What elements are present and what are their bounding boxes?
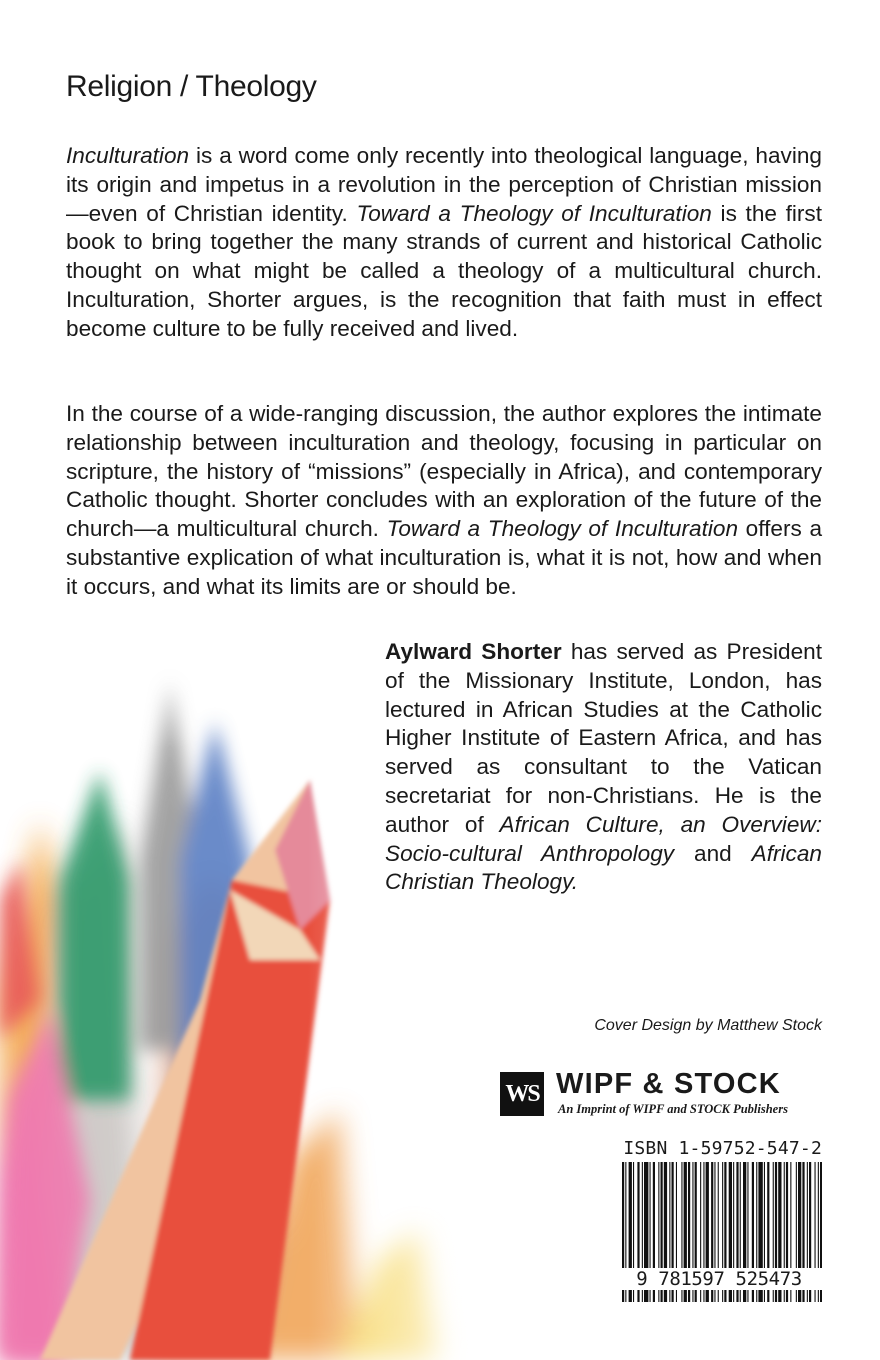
description-paragraph-2 xyxy=(66,400,822,602)
publisher-name: WIPF & STOCK xyxy=(556,1068,781,1100)
paragraph-text: In the course of a wide-ranging discussion, the author explores the intimate relationship between inculturation and theology, focusing in particular on scripture, the history of “missions” (especially in Africa), and contemporary Catholic thought. Shorter concludes with an exploration of the future of the church—a multicultural church. xyxy=(66,401,822,542)
category-heading: Religion / Theology xyxy=(66,70,317,103)
paragraph-text: offers a substantive explication of what inculturation is, what it is not, how and when it occurs, and what its limits are or should be. xyxy=(66,516,823,599)
ws-logo-icon: WS xyxy=(500,1072,544,1116)
italic-term: Inculturation xyxy=(66,143,190,168)
book-title: Toward a Theology of Inculturation xyxy=(386,516,739,542)
paragraph-text: is the first book to bring together the many strands of current and historical Catholic thought on what might be called a theology of a multicultural church. Inculturation, Shorter argues, is the recognition that faith must in effect become culture to be fully received and lived. xyxy=(66,200,823,341)
bio-text: and xyxy=(674,840,752,866)
book-title: Toward a Theology of Inculturation xyxy=(356,200,712,226)
author-bio xyxy=(385,638,822,897)
bio-text: has served as President of the Missionary Institute, London, has lectured in African Studies at the Catholic Higher Institute of Eastern Africa, and has served as consultant to the Vatican secretariat for non-Christians. He is the author of xyxy=(385,639,822,837)
book-title: African Culture, an Overview: Socio-cultural Anthropology xyxy=(385,811,822,866)
paragraph-text: is a word come only recently into theological language, having its origin and impetus in a revolution in the perception of Christian mission—even of Christian identity. xyxy=(66,143,822,226)
publisher-logo xyxy=(500,1068,822,1118)
description-paragraph-1 xyxy=(66,142,822,344)
book-title: African Christian Theology. xyxy=(385,840,822,895)
barcode-digits: 9 781597 525473 xyxy=(616,1268,822,1290)
author-name: Aylward Shorter xyxy=(385,639,562,664)
isbn-label: ISBN 1-59752-547-2 xyxy=(623,1138,822,1159)
cover-design-credit: Cover Design by Matthew Stock xyxy=(594,1017,822,1034)
publisher-tagline: An Imprint of WIPF and STOCK Publishers xyxy=(558,1102,788,1116)
